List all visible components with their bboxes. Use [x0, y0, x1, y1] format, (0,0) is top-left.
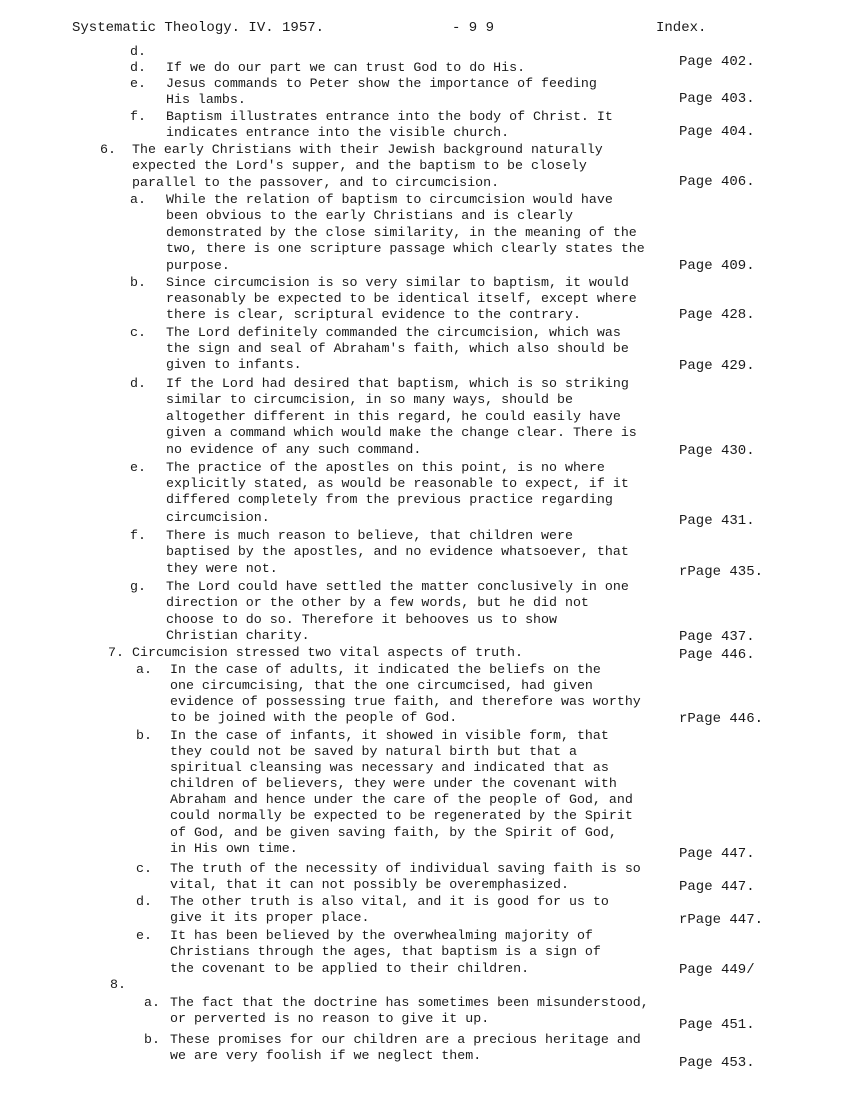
entry-text-line: there is clear, scriptural evidence to the contrary.: [166, 307, 581, 322]
entry-text-line: While the relation of baptism to circumcision would have: [166, 192, 613, 207]
entry-label: f.: [130, 109, 146, 124]
entry-label: c.: [136, 861, 152, 876]
page-reference: Page 449/: [679, 962, 755, 978]
entry-text-line: purpose.: [166, 258, 230, 273]
entry-text-line: evidence of possessing true faith, and therefore was worthy: [170, 694, 641, 709]
entry-label: 8.: [110, 977, 126, 992]
entry-text-line: The practice of the apostles on this point, is no where: [166, 460, 605, 475]
entry-text-line: Christians through the ages, that baptism is a sign of: [170, 944, 601, 959]
page-reference: Page 402.: [679, 54, 755, 70]
entry-label: 6.: [100, 142, 116, 157]
entry-text-line: the sign and seal of Abraham's faith, which also should be: [166, 341, 629, 356]
entry-text-line: Christian charity.: [166, 628, 310, 643]
entry-text-line: There is much reason to believe, that children were: [166, 528, 573, 543]
entry-text-line: In the case of infants, it showed in visible form, that: [170, 728, 609, 743]
entry-text-line: they could not be saved by natural birth but that a: [170, 744, 577, 759]
entry-text-line: Since circumcision is so very similar to baptism, it would: [166, 275, 629, 290]
entry-text-line: to be joined with the people of God.: [170, 710, 458, 725]
entry-text-line: or perverted is no reason to give it up.: [170, 1011, 490, 1026]
entry-label: 7.: [108, 645, 124, 660]
section-label: Index.: [656, 20, 707, 36]
entry-text-line: been obvious to the early Christians and is clearly: [166, 208, 573, 223]
page-reference: Page 447.: [679, 846, 755, 862]
entry-text-line: vital, that it can not possibly be overemphasized.: [170, 877, 569, 892]
entry-text-line: could normally be expected to be regenerated by the Spirit: [170, 808, 633, 823]
entry-text-line: in His own time.: [170, 841, 298, 856]
page-reference: Page 403.: [679, 91, 755, 107]
entry-text-line: the covenant to be applied to their children.: [170, 961, 530, 976]
entry-text-line: spiritual cleansing was necessary and indicated that as: [170, 760, 609, 775]
entry-text-line: Abraham and hence under the care of the people of God, and: [170, 792, 633, 807]
entry-text-line: two, there is one scripture passage which clearly states the: [166, 241, 645, 256]
entry-label: e.: [130, 76, 146, 91]
entry-text-line: Jesus commands to Peter show the importance of feeding: [166, 76, 597, 91]
document-title: Systematic Theology. IV. 1957.: [72, 20, 325, 36]
page-reference: Page 429.: [679, 358, 755, 374]
entry-label: c.: [130, 325, 146, 340]
page-reference: rPage 435.: [679, 564, 764, 580]
entry-text-line: they were not.: [166, 561, 278, 576]
entry-label: d.: [136, 894, 152, 909]
entry-text-line: differed completely from the previous practice regarding: [166, 492, 613, 507]
entry-text-line: parallel to the passover, and to circumcision.: [132, 175, 500, 190]
entry-label: b.: [144, 1032, 160, 1047]
entry-text-line: indicates entrance into the visible church.: [166, 125, 510, 140]
entry-text-line: These promises for our children are a precious heritage and: [170, 1032, 641, 1047]
entry-text-line: The truth of the necessity of individual saving faith is so: [170, 861, 641, 876]
entry-text-line: If we do our part we can trust God to do His.: [166, 60, 526, 75]
entry-text-line: expected the Lord's supper, and the baptism to be closely: [132, 158, 587, 173]
entry-text-line: baptised by the apostles, and no evidence whatsoever, that: [166, 544, 629, 559]
entry-label: g.: [130, 579, 146, 594]
page-reference: Page 428.: [679, 307, 755, 323]
entry-text-line: give it its proper place.: [170, 910, 370, 925]
entry-text-line: The Lord definitely commanded the circumcision, which was: [166, 325, 621, 340]
entry-label: a.: [144, 995, 160, 1010]
entry-label: e.: [130, 460, 146, 475]
entry-text-line: of God, and be given saving faith, by the Spirit of God,: [170, 825, 617, 840]
entry-text-line: given to infants.: [166, 357, 302, 372]
entry-text-line: The fact that the doctrine has sometimes been misunderstood,: [170, 995, 649, 1010]
page-reference: Page 406.: [679, 174, 755, 190]
page-reference: Page 437.: [679, 629, 755, 645]
entry-label: d.: [130, 60, 146, 75]
page-reference: Page 431.: [679, 513, 755, 529]
entry-text-line: Baptism illustrates entrance into the body of Christ. It: [166, 109, 613, 124]
entry-text-line: In the case of adults, it indicated the beliefs on the: [170, 662, 601, 677]
entry-text-line: reasonably be expected to be identical itself, except where: [166, 291, 637, 306]
page-reference: Page 404.: [679, 124, 755, 140]
entry-text-line: no evidence of any such command.: [166, 442, 422, 457]
entry-text-line: direction or the other by a few words, but he did not: [166, 595, 589, 610]
entry-text-line: Circumcision stressed two vital aspects of truth.: [132, 645, 523, 660]
page-reference: Page 446.: [679, 647, 755, 663]
entry-label: b.: [130, 275, 146, 290]
entry-label: d.: [130, 44, 146, 59]
entry-text-line: The Lord could have settled the matter conclusively in one: [166, 579, 629, 594]
entry-text-line: children of believers, they were under the covenant with: [170, 776, 617, 791]
entry-text-line: It has been believed by the overwhealming majority of: [170, 928, 593, 943]
entry-label: b.: [136, 728, 152, 743]
entry-label: a.: [136, 662, 152, 677]
entry-text-line: altogether different in this regard, he could easily have: [166, 409, 621, 424]
entry-label: e.: [136, 928, 152, 943]
entry-label: a.: [130, 192, 146, 207]
page-reference: Page 453.: [679, 1055, 755, 1071]
entry-text-line: The early Christians with their Jewish background naturally: [132, 142, 603, 157]
page-reference: Page 430.: [679, 443, 755, 459]
entry-text-line: demonstrated by the close similarity, in the meaning of the: [166, 225, 637, 240]
entry-text-line: we are very foolish if we neglect them.: [170, 1048, 482, 1063]
entry-text-line: His lambs.: [166, 92, 246, 107]
page-reference: Page 409.: [679, 258, 755, 274]
page-reference: rPage 447.: [679, 912, 764, 928]
entry-text-line: given a command which would make the change clear. There is: [166, 425, 637, 440]
entry-text-line: If the Lord had desired that baptism, which is so striking: [166, 376, 629, 391]
entry-text-line: choose to do so. Therefore it behooves us to show: [166, 612, 557, 627]
entry-text-line: similar to circumcision, in so many ways, should be: [166, 392, 573, 407]
page-number: - 9 9: [452, 20, 495, 36]
entry-text-line: explicitly stated, as would be reasonable to expect, if it: [166, 476, 629, 491]
entry-label: d.: [130, 376, 146, 391]
page-reference: Page 447.: [679, 879, 755, 895]
page-reference: Page 451.: [679, 1017, 755, 1033]
page-reference: rPage 446.: [679, 711, 764, 727]
entry-text-line: one circumcising, that the one circumcised, had given: [170, 678, 593, 693]
entry-text-line: The other truth is also vital, and it is good for us to: [170, 894, 609, 909]
entry-text-line: circumcision.: [166, 510, 270, 525]
entry-label: f.: [130, 528, 146, 543]
